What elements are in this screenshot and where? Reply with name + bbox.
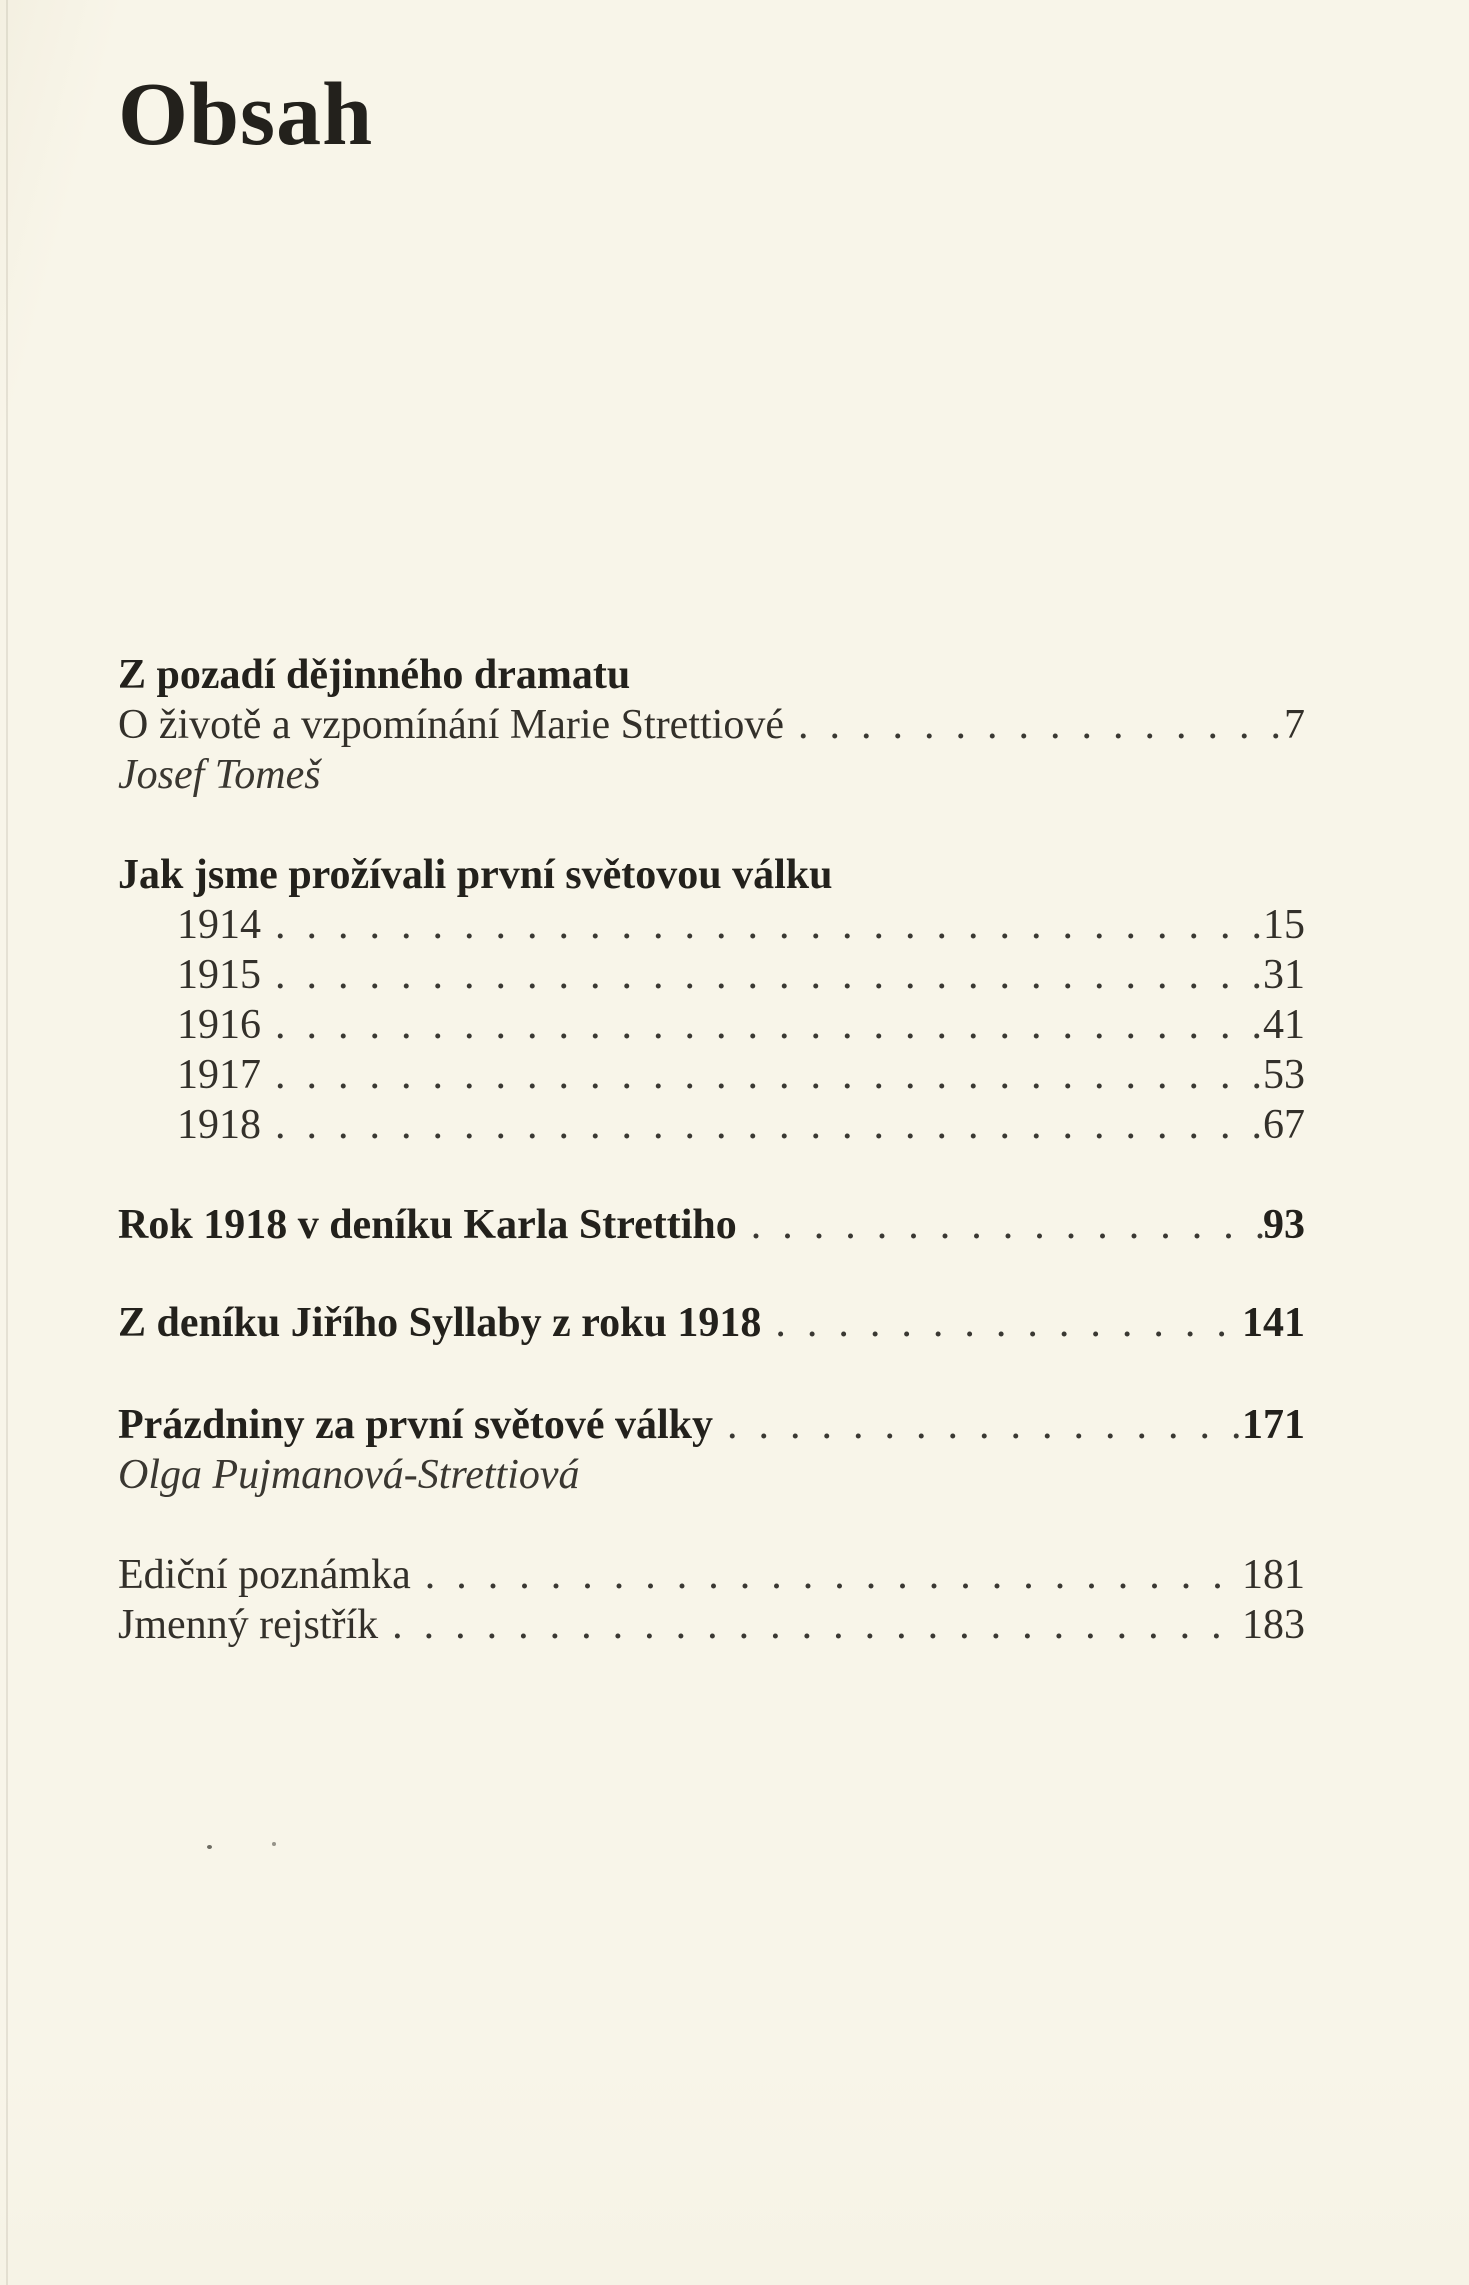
dot-leader xyxy=(261,1000,1263,1050)
toc-section-heading xyxy=(118,850,1305,900)
toc-entry-label: Jmenný rejstřík xyxy=(118,1602,379,1648)
toc-entry-label: Prázdniny za první světové války xyxy=(118,1402,713,1448)
toc-entry xyxy=(118,1000,1305,1050)
toc-entry-label: 1915 xyxy=(177,952,261,998)
toc-page-number: 7 xyxy=(1284,702,1305,748)
dot-leader xyxy=(737,1200,1263,1250)
toc-page-number: 141 xyxy=(1242,1300,1305,1346)
dot-leader xyxy=(261,900,1263,950)
dot-leader xyxy=(761,1298,1242,1348)
toc-entry xyxy=(118,1400,1305,1450)
toc-section-heading-label: Z pozadí dějinného dramatu xyxy=(118,652,631,698)
toc-entry-label: O životě a vzpomínání Marie Strettiové xyxy=(118,702,784,748)
dot-leader xyxy=(784,700,1284,750)
toc-page-number: 93 xyxy=(1263,1202,1305,1248)
toc-author-label: Josef Tomeš xyxy=(118,752,321,798)
toc-author xyxy=(118,1450,1305,1500)
toc-entry xyxy=(118,700,1305,750)
toc-entry-label: 1918 xyxy=(177,1102,261,1148)
page-title: Obsah xyxy=(118,65,374,164)
toc-entry-label: 1917 xyxy=(177,1052,261,1098)
toc-section-heading xyxy=(118,650,1305,700)
toc-author-label: Olga Pujmanová-Strettiová xyxy=(118,1452,580,1498)
toc-entry-label: Ediční poznámka xyxy=(118,1552,411,1598)
toc-entry xyxy=(118,950,1305,1000)
toc-entry xyxy=(118,1100,1305,1150)
dot-leader xyxy=(411,1550,1242,1600)
toc-entry-label: Rok 1918 v deníku Karla Strettiho xyxy=(118,1202,737,1248)
dot-leader xyxy=(713,1400,1242,1450)
toc-entry xyxy=(118,1298,1305,1348)
toc-entry xyxy=(118,900,1305,950)
toc-entry xyxy=(118,1200,1305,1250)
toc-page-number: 41 xyxy=(1263,1002,1305,1048)
toc-entry-label: 1916 xyxy=(177,1002,261,1048)
toc-entry xyxy=(118,1550,1305,1600)
toc-author xyxy=(118,750,1305,800)
toc-page-number: 171 xyxy=(1242,1402,1305,1448)
dot-leader xyxy=(261,1100,1263,1150)
toc-page-number: 15 xyxy=(1263,902,1305,948)
dot-leader xyxy=(261,950,1263,1000)
toc-section-heading-label: Jak jsme prožívali první světovou válku xyxy=(118,852,833,898)
toc-page-number: 53 xyxy=(1263,1052,1305,1098)
toc-page-number: 67 xyxy=(1263,1102,1305,1148)
page-edge-shadow xyxy=(6,0,8,2285)
dot-leader xyxy=(261,1050,1263,1100)
print-speck xyxy=(272,1842,276,1846)
toc-page-number: 181 xyxy=(1242,1552,1305,1598)
toc-entry xyxy=(118,1600,1305,1650)
print-speck xyxy=(207,1845,212,1849)
toc-page-number: 183 xyxy=(1242,1602,1305,1648)
toc-entry-label: Z deníku Jiřího Syllaby z roku 1918 xyxy=(118,1300,762,1346)
toc-entry xyxy=(118,1050,1305,1100)
dot-leader xyxy=(378,1600,1242,1650)
toc-entry-label: 1914 xyxy=(177,902,261,948)
table-of-contents xyxy=(118,650,1305,1650)
toc-page-number: 31 xyxy=(1263,952,1305,998)
